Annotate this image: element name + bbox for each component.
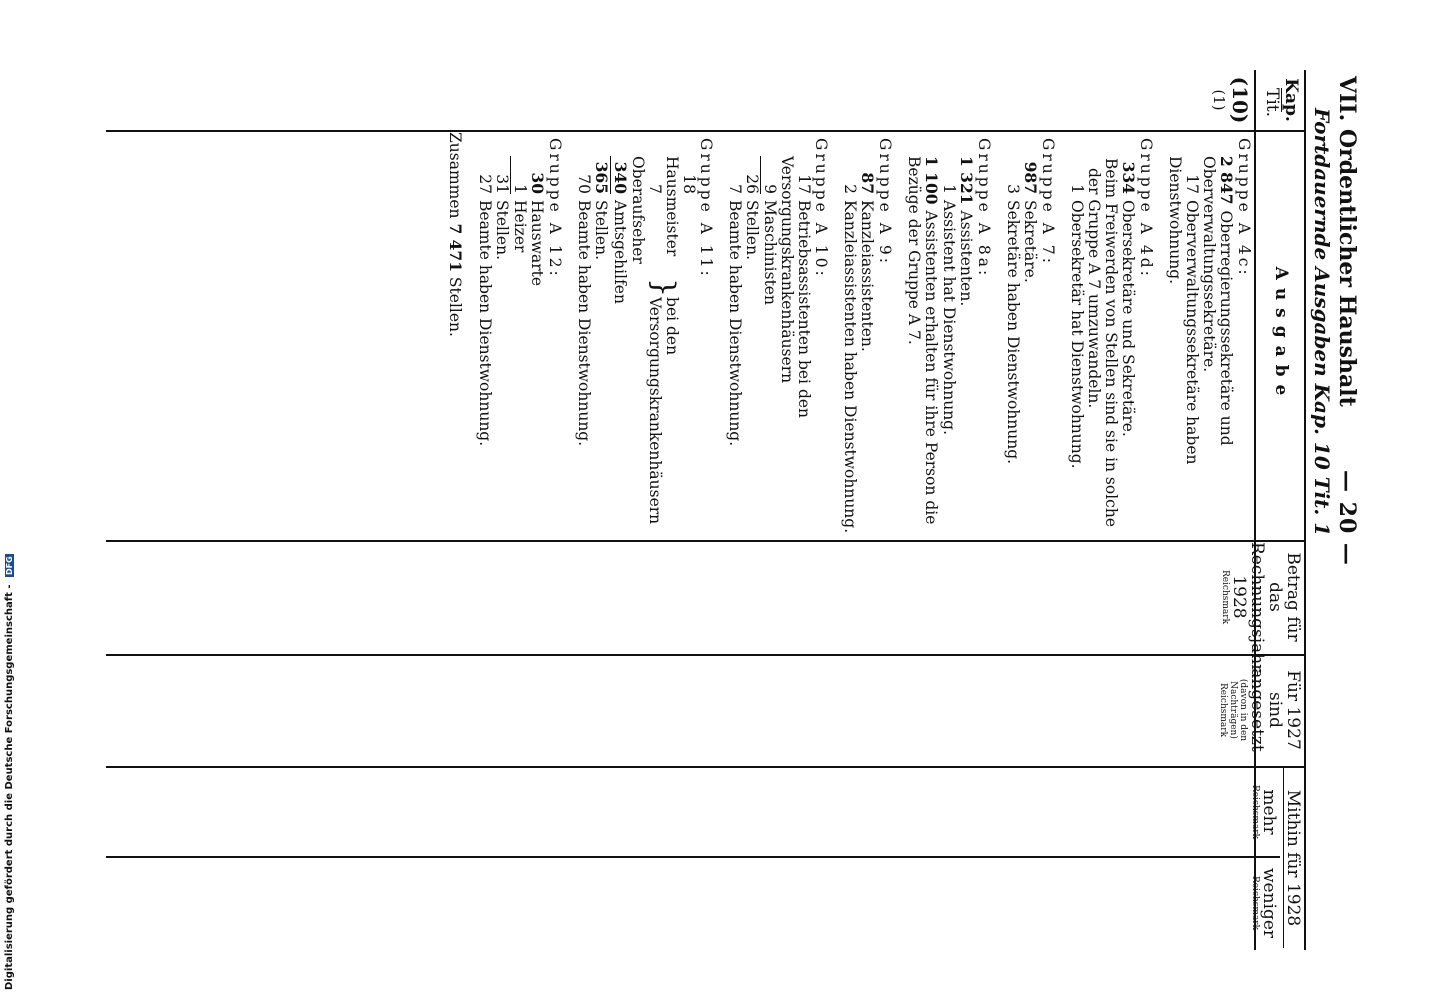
entry-text: Beamte haben Dienstwohnung.: [476, 200, 494, 447]
group-entry: [1068, 156, 1085, 536]
sidebar-text: Digitalisierung gefördert durch die Deutsche Forschungsgemeinschaft -: [4, 584, 15, 990]
entry-number: 87: [858, 172, 877, 194]
mehr-column-divider: [106, 856, 1280, 858]
tit-number: (1): [1210, 89, 1228, 111]
entry-text: Beamte haben Dienstwohnung.: [575, 200, 593, 447]
top-rule: [1304, 70, 1306, 950]
weniger-label: weniger: [1259, 867, 1279, 939]
group-entry: [611, 156, 629, 536]
total-number: 7 471: [446, 223, 465, 272]
mithin-header: Mithin für 1928: [1283, 768, 1302, 948]
entry-number: 18: [680, 174, 698, 194]
betrag-unit: Reichsmark: [1220, 569, 1230, 625]
entry-text: Stellen.: [592, 200, 610, 261]
entry-text: Heizer: [511, 200, 529, 253]
group-a4c: [1166, 138, 1252, 536]
fuer1927-label: Für 1927 sind angesetzt: [1247, 668, 1303, 752]
group-a4d: [1068, 138, 1154, 536]
group-title: Gruppe A 9:: [876, 138, 894, 266]
entry-number: 1 321: [957, 156, 976, 205]
fuer1927-column-divider: [106, 766, 1306, 768]
group-entry-sum: [493, 156, 511, 536]
entry-text: Assistenten.: [957, 210, 975, 307]
group-entry: [1119, 156, 1137, 536]
entry-number: 7: [646, 184, 664, 194]
entry-text: Amtsgehilfen: [611, 200, 629, 304]
group-a11: [575, 138, 714, 536]
tit-label: Tit.: [1262, 88, 1282, 118]
ausgabe-column-divider: [106, 540, 1306, 542]
curly-brace-glyph: }: [646, 277, 681, 298]
group-title: Gruppe A 8a:: [975, 138, 993, 279]
mehr-unit: Reichsmark: [1250, 784, 1260, 840]
entry-text: Assistenten erhalten für ihre Person die Bezüge der Gruppe A 7.: [905, 156, 940, 525]
entry-number: 987: [1021, 161, 1040, 194]
entry-text: Betriebsassistenten bei den Versorgungskrankenhäusern: [778, 156, 813, 419]
entry-number: 9: [761, 184, 779, 194]
group-entry-sum: [592, 156, 611, 536]
kap-tit-header: [1263, 70, 1300, 130]
weniger-unit: Reichsmark: [1250, 875, 1260, 931]
entry-text: Stellen.: [493, 200, 511, 261]
group-entry: [905, 156, 940, 536]
entry-text: Kanzleiassistenten.: [858, 200, 876, 352]
header-title: Ordentlicher Haushalt: [1334, 128, 1360, 407]
group-a10: [726, 138, 829, 536]
entry-text: Beamte haben Dienstwohnung.: [726, 200, 744, 447]
entry-number: 31: [493, 156, 511, 194]
group-a7: [1004, 138, 1056, 536]
betrag-header: [1220, 542, 1303, 673]
fuer1927-sub: (davon in den Nachträgen): [1228, 678, 1248, 742]
header-roman-and-title: [1334, 76, 1360, 407]
header-roman: VII.: [1334, 76, 1360, 122]
entry-number: 334: [1119, 161, 1138, 194]
group-entry: [1021, 156, 1039, 536]
digitization-sidebar: [4, 556, 22, 990]
group-title: Gruppe A 12:: [546, 138, 564, 279]
entry-number: 26: [743, 156, 761, 194]
entry-text: Oberregierungssekretäre und Oberverwaltungssekretäre.: [1200, 156, 1235, 446]
entry-number: 2: [841, 184, 859, 194]
group-entry: [726, 156, 743, 536]
group-entry: [575, 156, 592, 536]
group-title: Gruppe A 10:: [812, 138, 830, 279]
entry-text: Sekretäre haben Dienstwohnung.: [1004, 200, 1022, 465]
group-a12: [476, 138, 563, 536]
brace-entries: [629, 138, 697, 278]
group-entry: [528, 156, 546, 536]
kap-label: Kap.: [1281, 78, 1301, 122]
entry-number: 27: [476, 174, 494, 194]
group-title: Gruppe A 11:: [697, 138, 715, 279]
entry-number: 365: [593, 156, 611, 194]
rotated-document-page: [70, 70, 1360, 950]
group-title: Gruppe A 4c:: [1235, 138, 1253, 278]
entry-number: 17: [795, 174, 813, 194]
group-entry: [778, 156, 812, 536]
entry-number: 30: [528, 172, 547, 194]
entry-number: 1: [1068, 184, 1086, 194]
group-entry: [858, 156, 876, 536]
entry-number: 2 847: [1217, 156, 1236, 205]
entry-number: 1: [940, 184, 958, 194]
entry-text: Hauswarte: [528, 200, 546, 287]
group-title: Gruppe A 7:: [1039, 138, 1057, 266]
group-entry: [957, 156, 975, 536]
header-subtitle: Fortdauernde Ausgaben Kap. 10 Tit. 1: [1310, 108, 1334, 537]
total-prefix: Zusammen: [446, 132, 464, 219]
group-entry: [940, 156, 957, 536]
entry-text: Maschinisten: [761, 200, 779, 305]
group-entry: [761, 156, 778, 536]
group-note: Beim Freiwerden von Stellen sind sie in solche der Gruppe A 7 umzuwandeln.: [1085, 158, 1120, 528]
total-suffix: Stellen.: [446, 276, 464, 337]
sidebar-text-line: [4, 556, 15, 990]
entry-number: 70: [575, 174, 593, 194]
brace-text: bei den Versorgungskrankenhäusern: [646, 297, 681, 525]
entry-text: Assistent hat Dienstwohnung.: [940, 200, 958, 436]
group-title: Gruppe A 4d:: [1137, 138, 1155, 279]
group-entry: [476, 156, 493, 536]
total-line: [446, 132, 464, 536]
entry-number: 1: [511, 184, 529, 194]
mehr-header: [1250, 768, 1278, 856]
kap-tit-marker: [1210, 70, 1252, 130]
page-number: — 20 —: [1334, 470, 1360, 566]
brace-block: [629, 138, 697, 536]
betrag-column-divider: [106, 654, 1306, 656]
fuer1927-unit: Reichsmark: [1218, 682, 1228, 738]
group-entry: [663, 156, 697, 278]
kap-number: (10): [1228, 76, 1252, 124]
entry-text: Obersekretär hat Dienstwohnung.: [1068, 200, 1086, 469]
group-a8a: [905, 138, 992, 536]
entry-number: 1 100: [922, 156, 941, 205]
ausgabe-header: Ausgabe: [1271, 266, 1291, 404]
entry-number: 3: [1004, 184, 1022, 194]
entry-number: 17: [1183, 174, 1201, 194]
entry-number: 340: [611, 161, 630, 194]
entry-text: Oberverwaltungssekretäre haben Dienstwohnung.: [1166, 156, 1201, 465]
weniger-header: [1250, 858, 1278, 948]
group-entry: [511, 156, 528, 536]
entry-text: Kanzleiassistenten haben Dienstwohnung.: [841, 200, 859, 534]
entry-text: Stellen.: [743, 200, 761, 261]
group-entry: [1004, 156, 1021, 536]
group-entry-sum: [743, 156, 761, 536]
entry-text: Obersekretäre und Sekretäre.: [1119, 200, 1137, 437]
group-a9: [841, 138, 893, 536]
entry-text: Hausmeister: [663, 156, 681, 257]
group-entry: [841, 156, 858, 536]
betrag-label: Betrag für das Rechnungsjahr 1928: [1229, 542, 1303, 673]
group-entry: [1166, 156, 1200, 536]
dfg-logo-icon: DFG: [5, 556, 14, 575]
mehr-label: mehr: [1259, 789, 1279, 835]
fuer1927-header: [1218, 656, 1302, 764]
ausgabe-body: [446, 132, 1252, 536]
entry-number: 7: [726, 184, 744, 194]
entry-text: Oberaufseher: [629, 156, 647, 264]
entry-text: Sekretäre.: [1021, 200, 1039, 283]
group-entry: [629, 156, 663, 278]
group-entry: [1200, 156, 1235, 536]
